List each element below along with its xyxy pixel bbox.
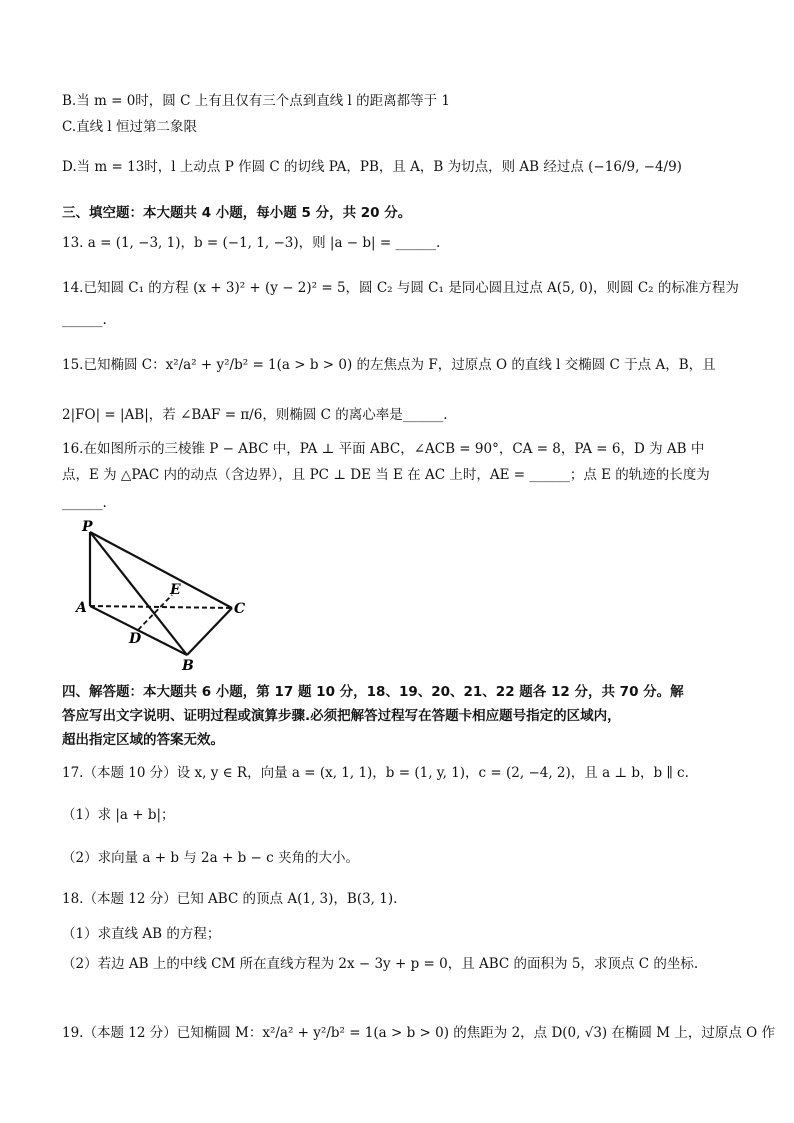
question-18: 18.（本题 12 分）已知 ABC 的顶点 A(1, 3)，B(3, 1). [62,891,398,907]
question-18-part-2: （2）若边 AB 上的中线 CM 所在直线方程为 2x − 3y + p = 0，且 ABC 的面积为 5，求顶点 C 的坐标. [62,956,699,972]
label-e: E [170,582,181,598]
question-16-line-1: 16.在如图所示的三棱锥 P − ABC 中，PA ⊥ 平面 ABC，∠ACB = 90°，CA = 8，PA = 6，D 为 AB 中 [62,441,705,457]
label-b: B [182,658,194,674]
option-c-text: C.直线 l 恒过第二象限 [62,119,198,135]
label-a: A [76,600,87,616]
question-19: 19.（本题 12 分）已知椭圆 M：x²/a² + y²/b² = 1(a > b > 0) 的焦距为 2，点 D(0, √3) 在椭圆 M 上，过原点 O 作 [62,1025,776,1041]
option-b-text: B.当 m = 0时，圆 C 上有且仅有三个点到直线 l 的距离都等于 1 [62,93,450,109]
label-p: P [82,519,93,535]
section-3-heading: 三、填空题：本大题共 4 小题，每小题 5 分，共 20 分。 [62,205,412,221]
option-d-text: D.当 m = 13时，l 上动点 P 作圆 C 的切线 PA，PB，且 A，B 为切点，则 AB 经过点 (−16/9, −4/9) [62,159,682,175]
edge-bc [187,608,232,655]
question-18-part-1: （1）求直线 AB 的方程； [62,926,221,942]
question-17-part-1: （1）求 |a + b|； [62,807,175,823]
section-4-line-3: 超出指定区域的答案无效。 [62,732,224,748]
section-4-heading [62,680,732,752]
label-d: D [129,631,142,647]
section-4-line-2: 答应写出文字说明、证明过程或演算步骤.必须把解答过程写在答题卡相应题号指定的区域内， [62,708,621,724]
question-16-line-3: ______. [62,495,107,511]
tetrahedron-figure [60,515,260,675]
question-16-line-2: 点，E 为 △PAC 内的动点（含边界），且 PC ⊥ DE 当 E 在 AC 上时，AE = ______；点 E 的轨迹的长度为 [62,467,710,483]
question-14-line-1: 14.已知圆 C₁ 的方程 (x + 3)² + (y − 2)² = 5，圆 C₂ 与圆 C₁ 是同心圆且过点 A(5, 0)，则圆 C₂ 的标准方程为 [62,280,739,296]
section-4-line-1: 四、解答题：本大题共 6 小题，第 17 题 10 分，18、19、20、21、22 题各 12 分，共 70 分。解 [62,684,684,700]
label-c: C [234,601,246,617]
question-17-part-2: （2）求向量 a + b 与 2a + b − c 夹角的大小。 [62,850,359,866]
question-17: 17.（本题 10 分）设 x, y ∈ R，向量 a = (x, 1, 1)，b = (1, y, 1)，c = (2, −4, 2)，且 a ⊥ b，b ∥ c. [62,765,689,781]
question-14-line-2: ______. [62,312,107,328]
edge-pc [90,532,232,608]
question-15-line-1: 15.已知椭圆 C：x²/a² + y²/b² = 1(a > b > 0) 的左焦点为 F，过原点 O 的直线 l 交椭圆 C 于点 A，B，且 [62,357,716,373]
question-13: 13. a = (1, −3, 1)，b = (−1, 1, −3)，则 |a − b| = ______. [62,235,441,251]
question-15-line-2: 2|FO| = |AB|，若 ∠BAF = π/6，则椭圆 C 的离心率是______. [62,407,448,423]
